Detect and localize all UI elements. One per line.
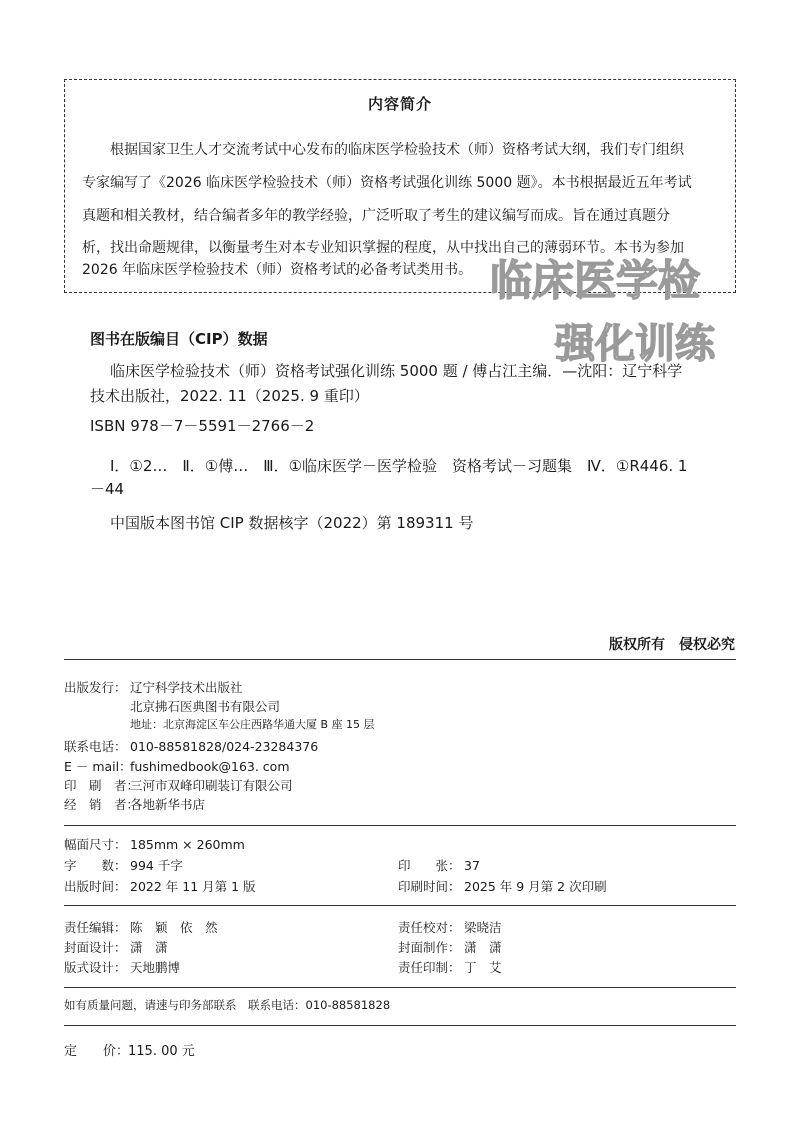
intro-line: 根据国家卫生人才交流考试中心发布的临床医学检验技术（师）资格考试大纲，我们专门组织 [110, 142, 684, 158]
cip-line: Ⅰ．①2… Ⅱ．①傅… Ⅲ．①临床医学－医学检验 资格考试－习题集 Ⅳ．①R446. 1 [110, 457, 688, 475]
intro-line: 真题和相关教材，结合编者多年的教学经验，广泛听取了考生的建议编写而成。旨在通过真题分 [82, 208, 670, 224]
email-row: E － mail：fushimedbook@163. com [64, 759, 290, 774]
cip-line: ISBN 978－7－5591－2766－2 [90, 417, 315, 435]
print-duty-row: 责任印制： 丁 艾 [398, 960, 502, 975]
size-row: 幅面尺寸： 185mm × 260mm [64, 837, 245, 852]
price-row: 定 价：115. 00 元 [64, 1044, 195, 1059]
cover-make-row: 封面制作： 潇 潇 [398, 940, 502, 955]
cover-row: 封面设计： 潇 潇 [64, 940, 168, 955]
intro-line: 2026 年临床医学检验技术（师）资格考试的必备考试类用书。 [82, 262, 473, 278]
divider [64, 825, 736, 826]
intro-line: 析，找出命题规律，以衡量考生对本专业知识掌握的程度，从中找出自己的薄弱环节。本书为参加 [82, 240, 684, 256]
sheets-row: 印 张： 37 [398, 858, 480, 873]
intro-line: 专家编写了《2026 临床医学检验技术（师）资格考试强化训练 5000 题》。本书根据最近五年考试 [82, 175, 692, 191]
publisher-row: 北京拂石医典图书有限公司 [130, 699, 281, 714]
editor-row: 责任编辑： 陈 颖 依 然 [64, 920, 218, 935]
divider [64, 1025, 736, 1026]
cip-line: －44 [90, 480, 125, 498]
quality-note: 如有质量问题，请速与印务部联系 联系电话：010-88581828 [64, 998, 391, 1012]
rights-notice: 版权所有 侵权必究 [609, 637, 735, 653]
publisher-address: 地址：北京海淀区车公庄西路华通大厦 B 座 15 层 [130, 718, 375, 731]
phone-row: 联系电话： 010-88581828/024-23284376 [64, 739, 319, 754]
intro-title: 内容简介 [367, 95, 432, 113]
printer-row: 印 刷 者：三河市双峰印刷装订有限公司 [64, 778, 293, 793]
watermark-text: 临床医学检 [490, 256, 701, 305]
distributor-row: 经 销 者：各地新华书店 [64, 797, 206, 812]
cip-number: 中国版本图书馆 CIP 数据核字（2022）第 189311 号 [110, 514, 474, 532]
divider [64, 659, 736, 660]
cip-line: 临床医学检验技术（师）资格考试强化训练 5000 题 / 傅占江主编．—沈阳：辽宁科学 [110, 362, 683, 380]
cip-title: 图书在版编目（CIP）数据 [90, 330, 268, 348]
pubdate-row: 出版时间： 2022 年 11 月第 1 版 [64, 879, 256, 894]
proof-row: 责任校对： 梁晓洁 [398, 920, 502, 935]
publisher-row: 出版发行： 辽宁科学技术出版社 [64, 680, 243, 695]
watermark-text: 强化训练 [555, 321, 715, 367]
cip-line: 技术出版社，2022. 11（2025. 9 重印） [90, 387, 369, 405]
layout-row: 版式设计： 天地鹏博 [64, 960, 181, 975]
printdate-row: 印刷时间： 2025 年 9 月第 2 次印刷 [398, 879, 607, 894]
divider [64, 905, 736, 906]
divider [64, 987, 736, 988]
words-row: 字 数： 994 千字 [64, 858, 183, 873]
